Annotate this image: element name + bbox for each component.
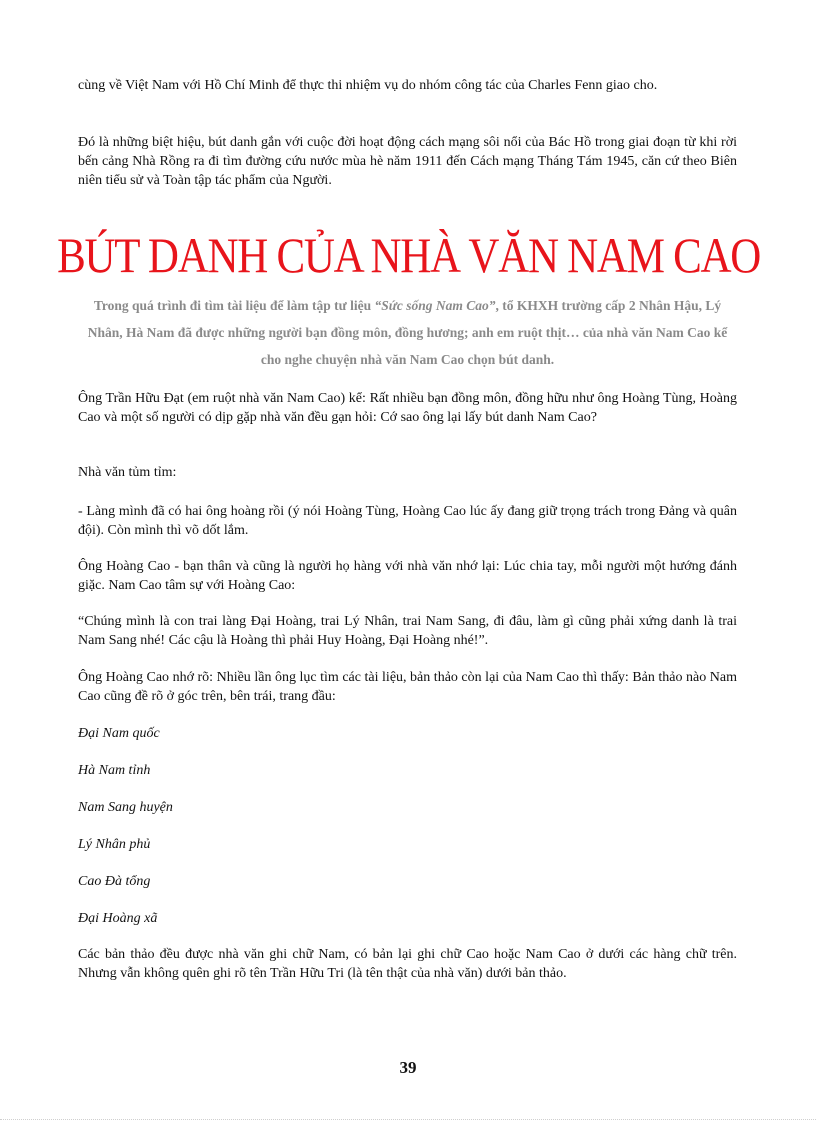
address-line: Nam Sang huyện bbox=[78, 800, 173, 815]
paragraph: Các bản thảo đều được nhà văn ghi chữ Nam, có bản lại ghi chữ Cao hoặc Nam Cao ở dưới các hàng chữ trên. Nhưng vẫn không quên ghi rõ tên Trần Hữu Tri (là tên thật của nhà văn) dưới bản thảo. bbox=[78, 947, 737, 981]
paragraph: “Chúng mình là con trai làng Đại Hoàng, trai Lý Nhân, trai Nam Sang, đi đâu, làm gì cũng phải xứng danh là trai Nam Sang nhé! Các cậu là Hoàng thì phải Huy Hoàng, Đại Hoàng nhé!”. bbox=[78, 614, 737, 648]
section-title: BÚT DANH CỦA NHÀ VĂN NAM CAO bbox=[57, 227, 761, 283]
paragraph: Nhà văn tủm tỉm: bbox=[78, 465, 177, 480]
address-line: Đại Nam quốc bbox=[78, 726, 160, 741]
paragraph: Đó là những biệt hiệu, bút danh gắn với cuộc đời hoạt động cách mạng sôi nổi của Bác Hồ trong giai đoạn từ khi rời bến cảng Nhà Rồng ra đi tìm đường cứu nước mùa hè năm 1911 đến Cách mạng Tháng Tám 1945, căn cứ theo Biên niên tiểu sử và Toàn tập tác phẩm của Người. bbox=[78, 135, 737, 188]
page-number: 39 bbox=[399, 1058, 417, 1077]
paragraph: Ông Hoàng Cao - bạn thân và cũng là người họ hàng với nhà văn nhớ lại: Lúc chia tay, mỗi người một hướng đánh giặc. Nam Cao tâm sự với Hoàng Cao: bbox=[78, 559, 737, 593]
paragraph: Ông Hoàng Cao nhớ rõ: Nhiều lần ông lục tìm các tài liệu, bản thảo còn lại của Nam Cao thì thấy: Bản thảo nào Nam Cao cũng đề rõ ở góc trên, bên trái, trang đầu: bbox=[78, 670, 737, 704]
address-line: Lý Nhân phủ bbox=[78, 837, 151, 852]
intro-italic-title: “Sức sống Nam Cao” bbox=[374, 298, 496, 313]
page-bottom-divider bbox=[0, 1119, 816, 1120]
paragraph: cùng về Việt Nam với Hồ Chí Minh để thực thi nhiệm vụ do nhóm công tác của Charles Fenn giao cho. bbox=[78, 78, 658, 93]
paragraph: Ông Trần Hữu Đạt (em ruột nhà văn Nam Cao) kể: Rất nhiều bạn đồng môn, đồng hữu như ông Hoàng Tùng, Hoàng Cao và một số người có dịp gặp nhà văn đều gạn hỏi: Cớ sao ông lại lấy bút danh Nam Cao? bbox=[78, 391, 737, 425]
address-line: Hà Nam tỉnh bbox=[78, 763, 151, 778]
address-line: Đại Hoàng xã bbox=[78, 911, 158, 926]
intro-text: Trong quá trình đi tìm tài liệu để làm tập tư liệu bbox=[93, 298, 375, 313]
intro-paragraph bbox=[78, 292, 737, 373]
intro-text: , tổ KHXH trường cấp 2 Nhân Hậu, Lý Nhân, Hà Nam đã được những người bạn đồng môn, đồng hương; anh em ruột thịt… của nhà văn Nam Cao kể cho nghe chuyện nhà văn Nam Cao chọn bút danh. bbox=[87, 298, 728, 367]
paragraph: - Làng mình đã có hai ông hoàng rồi (ý nói Hoàng Tùng, Hoàng Cao lúc ấy đang giữ trọng trách trong Đảng và quân đội). Còn mình thì võ dốt lắm. bbox=[78, 504, 737, 538]
address-line: Cao Đà tổng bbox=[78, 874, 151, 889]
